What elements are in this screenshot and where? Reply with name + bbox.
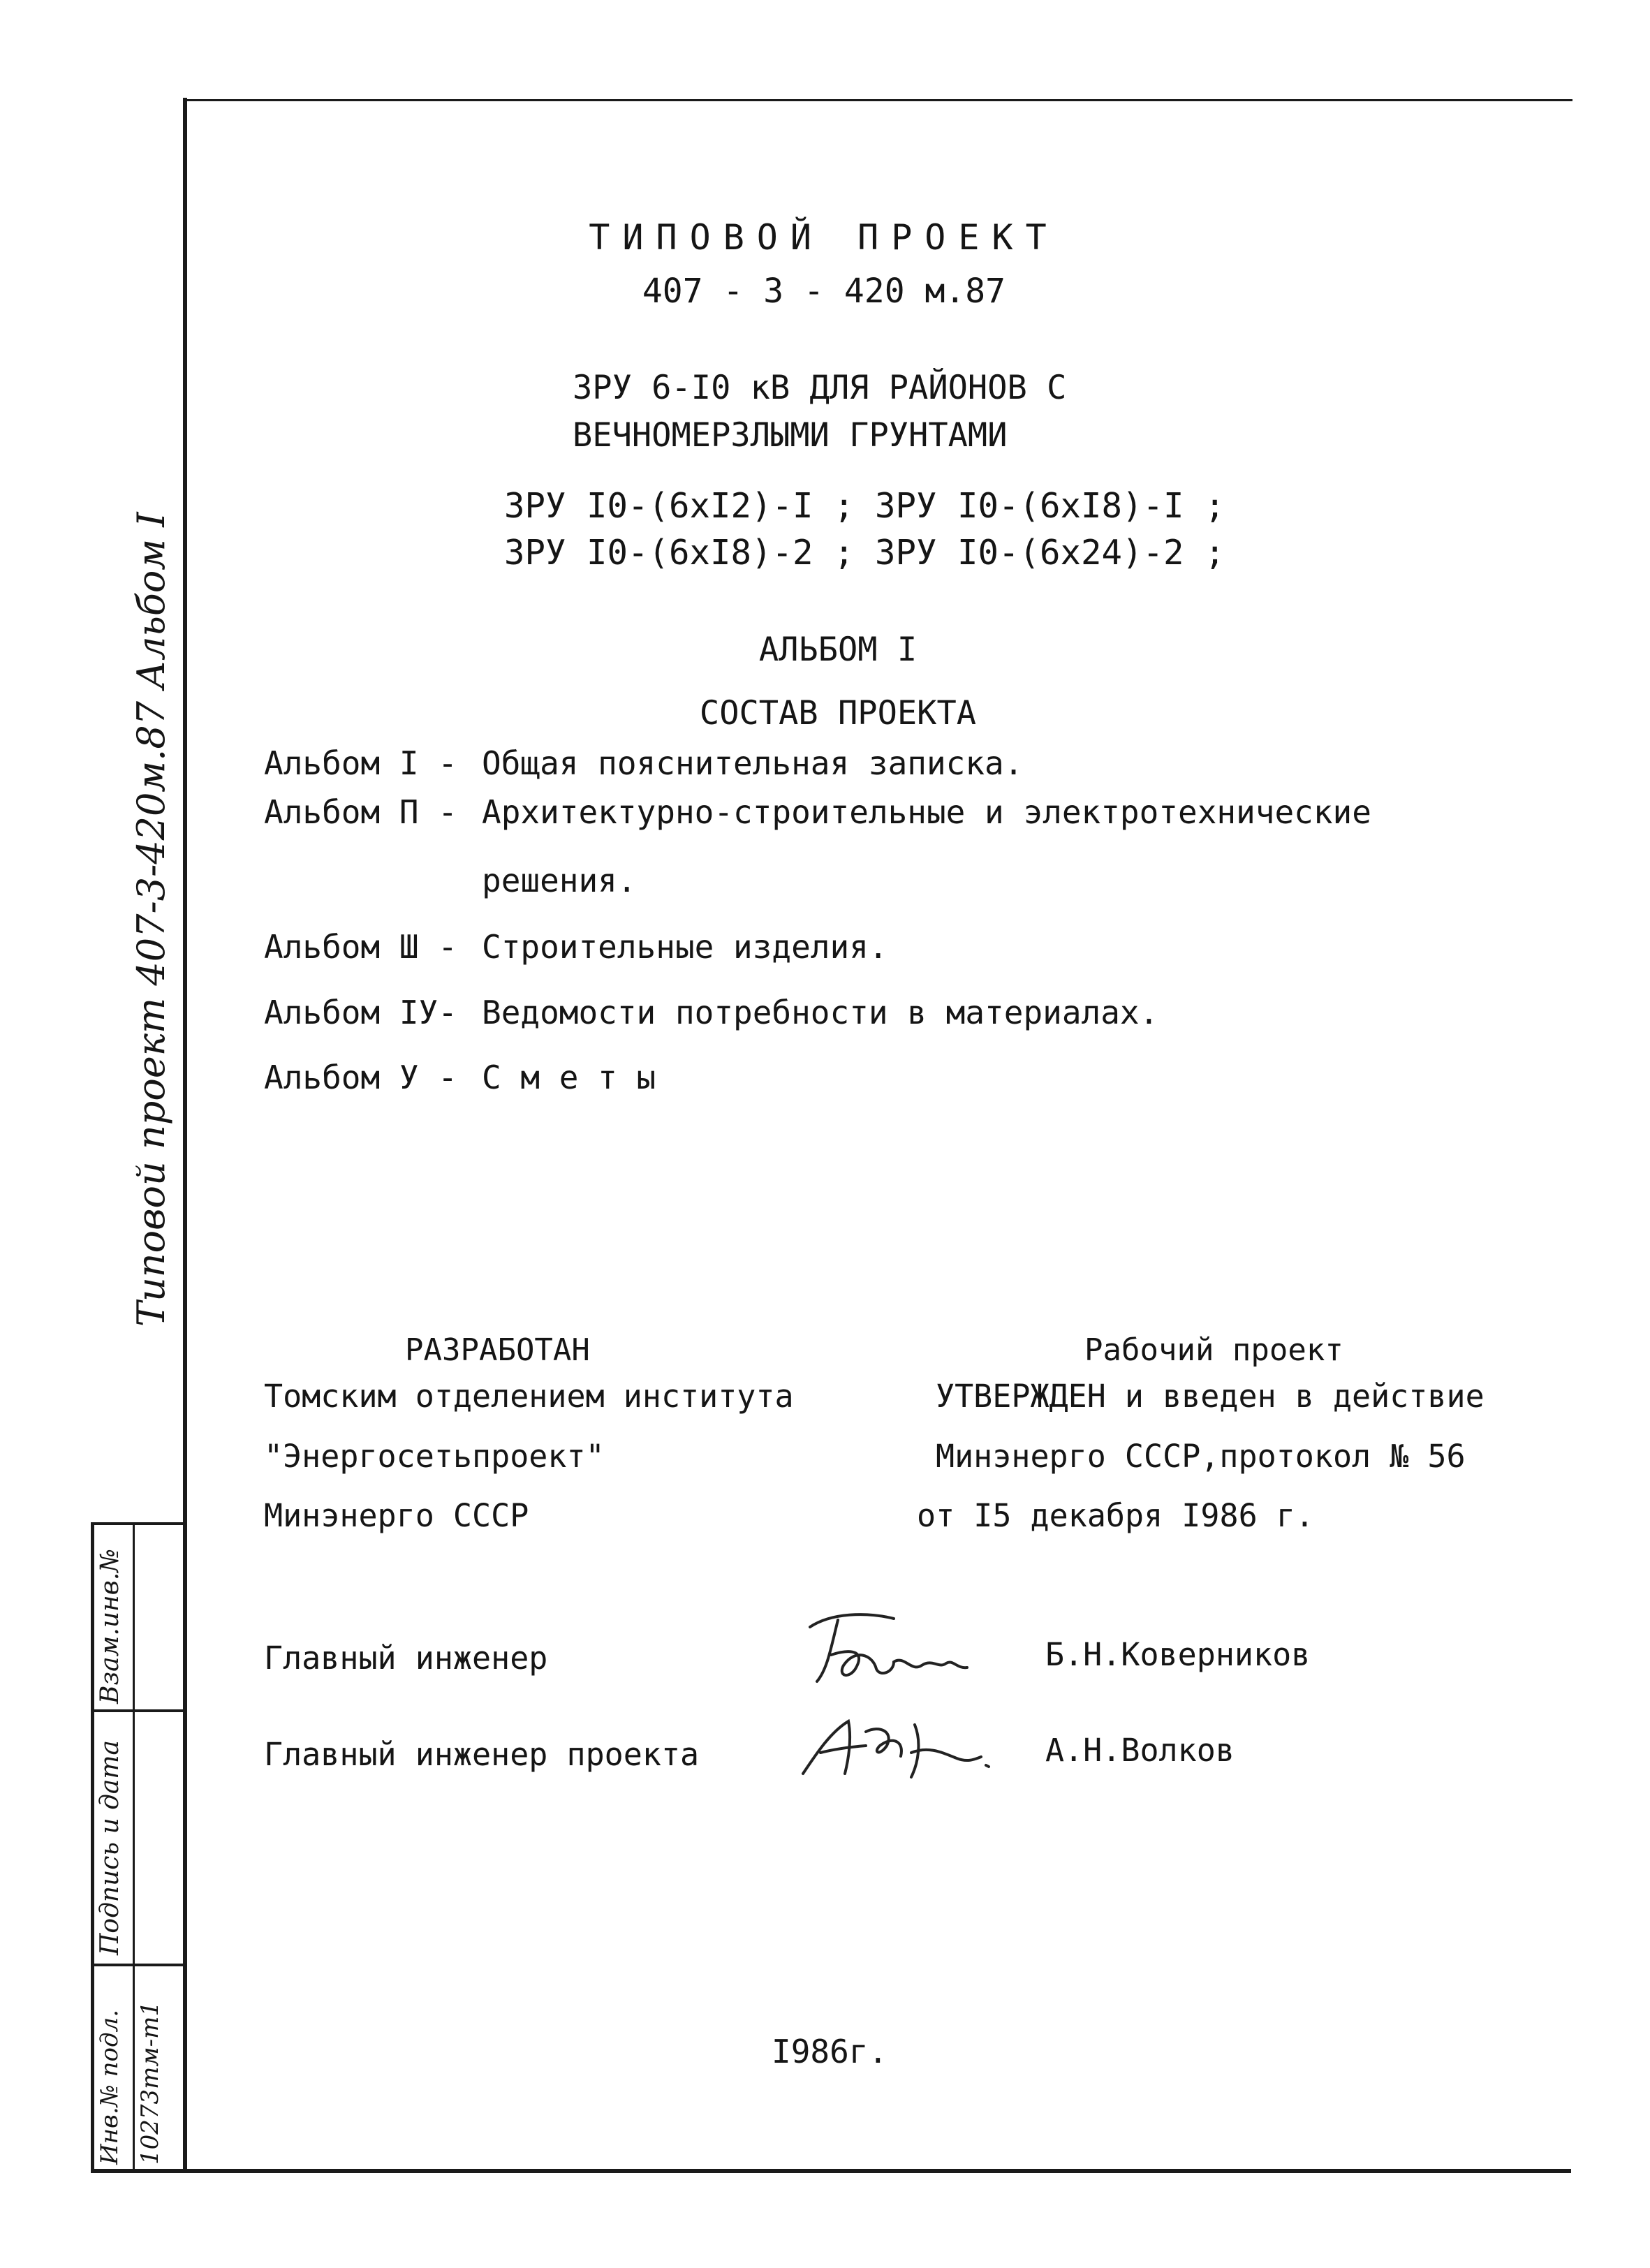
composition-text-5: С м е т ы <box>482 1059 656 1096</box>
variants-line-2: ЗРУ I0-(6xI8)-2 ; ЗРУ I0-(6x24)-2 ; <box>504 533 1225 573</box>
developer-line-1: Томским отделением института <box>264 1378 794 1415</box>
project-code: 407 - 3 - 420 м.87 <box>642 272 1006 311</box>
stamp-replace-inv-label: Взам.инв.№ <box>96 1548 124 1704</box>
stamp-divider-2 <box>91 1709 185 1712</box>
signature-handwritten-1 <box>789 1599 992 1690</box>
approval-line-1: УТВЕРЖДЕН и введен в действие <box>936 1378 1485 1415</box>
document-year: I986г. <box>772 2033 888 2070</box>
signature-name-chief-project-engineer: А.Н.Волков <box>1045 1732 1235 1769</box>
composition-text-4: Ведомости потребности в материалах. <box>482 994 1159 1031</box>
developer-line-3: Минэнерго СССР <box>264 1497 529 1534</box>
approval-line-3: от I5 декабря I986 г. <box>917 1497 1314 1534</box>
developer-heading: РАЗРАБОТАН <box>405 1332 590 1368</box>
frame-left-line <box>183 98 187 2172</box>
variants-line-1: ЗРУ I0-(6xI2)-I ; ЗРУ I0-(6xI8)-I ; <box>504 486 1225 526</box>
stamp-inner-line <box>133 1522 135 2172</box>
developer-line-2: "Энергосетьпроект" <box>264 1438 605 1475</box>
stamp-signature-date-label: Подпись и дата <box>96 1740 124 1955</box>
composition-album-4: Альбом IУ- <box>264 994 457 1031</box>
side-vertical-title: Типовой проект 407-3-420м.87 Альбом I <box>129 512 173 1327</box>
composition-text-1: Общая пояснительная записка. <box>482 744 1024 782</box>
composition-album-2: Альбом П - <box>264 793 457 831</box>
composition-album-5: Альбом У - <box>264 1059 457 1096</box>
approval-line-2: Минэнерго СССР,протокол № 56 <box>936 1438 1466 1475</box>
composition-text-3: Строительные изделия. <box>482 928 888 966</box>
composition-album-1: Альбом I - <box>264 744 457 782</box>
stamp-inv-sub-label: Инв.№ подл. <box>96 2010 124 2165</box>
stamp-outer-line <box>91 1522 94 2172</box>
approval-heading: Рабочий проект <box>1084 1332 1343 1368</box>
signature-name-chief-engineer: Б.Н.Коверников <box>1045 1636 1311 1673</box>
stamp-inv-value: 10273тм-т1 <box>136 2001 164 2165</box>
signature-handwritten-2 <box>782 1704 1006 1788</box>
composition-album-3: Альбом Ш - <box>264 928 457 966</box>
frame-bottom-line <box>91 2169 1571 2173</box>
document-type-title: ТИПОВОЙ ПРОЕКТ <box>589 217 1059 258</box>
subject-line-1: ЗРУ 6-I0 кВ ДЛЯ РАЙОНОВ С <box>573 369 1067 407</box>
signature-role-chief-engineer: Главный инженер <box>264 1640 548 1677</box>
composition-title: СОСТАВ ПРОЕКТА <box>699 694 977 732</box>
stamp-divider-3 <box>91 1964 185 1966</box>
composition-text-2-cont: решения. <box>482 862 637 899</box>
signature-role-chief-project-engineer: Главный инженер проекта <box>264 1736 700 1773</box>
frame-top-line <box>183 99 1572 101</box>
subject-line-2: ВЕЧНОМЕРЗЛЫМИ ГРУНТАМИ <box>573 416 1008 455</box>
album-heading: АЛЬБОМ I <box>758 631 918 669</box>
composition-text-2: Архитектурно-строительные и электротехнические <box>482 793 1371 831</box>
stamp-divider-1 <box>91 1522 185 1525</box>
